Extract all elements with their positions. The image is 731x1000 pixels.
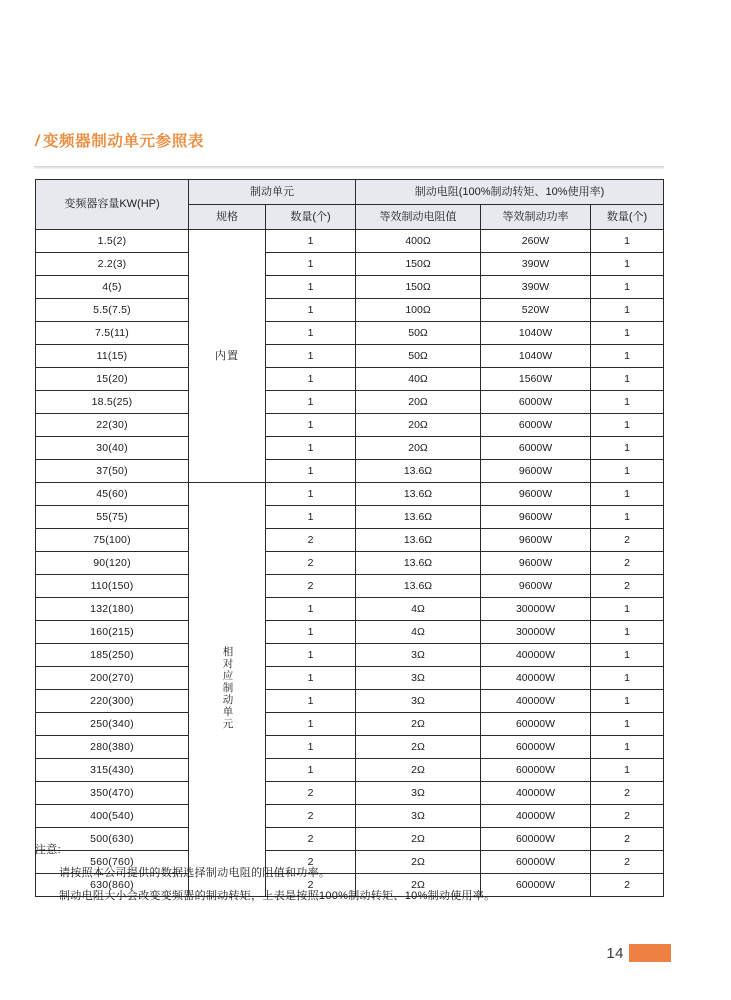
notes-line-2: 制动电阻大小会改变变频器的制动转矩，上表是按照100%制动转矩、10%制动使用率。 (59, 889, 496, 902)
header-qty-unit: 数量(个) (266, 205, 356, 230)
table-row (36, 782, 664, 805)
cell-capacity: 22(30) (36, 414, 189, 437)
spec-group-label: 相对应制动单元 (221, 645, 234, 730)
cell-capacity: 45(60) (36, 483, 189, 506)
table-row (36, 437, 664, 460)
header-resistance: 等效制动电阻值 (356, 205, 481, 230)
cell-power: 1040W (481, 322, 591, 345)
cell-qty-unit: 2 (266, 851, 356, 874)
cell-qty-res: 1 (591, 667, 664, 690)
header-group-brake-resistor: 制动电阻(100%制动转矩、10%使用率) (356, 180, 664, 205)
cell-power: 9600W (481, 460, 591, 483)
cell-resistance: 2Ω (356, 713, 481, 736)
cell-capacity: 315(430) (36, 759, 189, 782)
cell-qty-unit: 2 (266, 805, 356, 828)
cell-resistance: 13.6Ω (356, 506, 481, 529)
cell-qty-res: 2 (591, 851, 664, 874)
cell-power: 6000W (481, 437, 591, 460)
cell-resistance: 2Ω (356, 759, 481, 782)
page-number: 14 (606, 944, 624, 962)
cell-qty-res: 1 (591, 322, 664, 345)
cell-qty-unit: 1 (266, 598, 356, 621)
table-row (36, 690, 664, 713)
cell-qty-unit: 1 (266, 414, 356, 437)
cell-resistance: 2Ω (356, 828, 481, 851)
cell-resistance: 3Ω (356, 782, 481, 805)
cell-qty-res: 1 (591, 414, 664, 437)
cell-qty-unit: 1 (266, 276, 356, 299)
cell-qty-unit: 2 (266, 828, 356, 851)
cell-capacity: 11(15) (36, 345, 189, 368)
header-qty-resistor: 数量(个) (591, 205, 664, 230)
cell-capacity: 4(5) (36, 276, 189, 299)
cell-power: 60000W (481, 828, 591, 851)
cell-qty-res: 1 (591, 368, 664, 391)
cell-qty-res: 1 (591, 345, 664, 368)
cell-capacity: 630(860) (36, 874, 189, 897)
table-row (36, 299, 664, 322)
table-body (36, 230, 664, 897)
cell-qty-res: 2 (591, 552, 664, 575)
table-row (36, 552, 664, 575)
notes-heading: 注意: (35, 844, 61, 856)
cell-capacity: 1.5(2) (36, 230, 189, 253)
page-title (35, 129, 204, 151)
cell-qty-unit: 2 (266, 874, 356, 897)
cell-qty-unit: 1 (266, 621, 356, 644)
table-row (36, 506, 664, 529)
cell-qty-unit: 1 (266, 483, 356, 506)
table-row (36, 230, 664, 253)
cell-resistance: 13.6Ω (356, 575, 481, 598)
cell-qty-unit: 1 (266, 299, 356, 322)
cell-qty-res: 1 (591, 713, 664, 736)
table-row (36, 483, 664, 506)
cell-qty-unit: 1 (266, 437, 356, 460)
cell-qty-res: 2 (591, 828, 664, 851)
cell-resistance: 50Ω (356, 322, 481, 345)
cell-qty-unit: 1 (266, 460, 356, 483)
cell-power: 60000W (481, 851, 591, 874)
cell-power: 260W (481, 230, 591, 253)
spec-group-label: 内置 (215, 349, 239, 362)
cell-qty-res: 1 (591, 644, 664, 667)
table-row (36, 621, 664, 644)
cell-capacity: 132(180) (36, 598, 189, 621)
cell-qty-unit: 1 (266, 713, 356, 736)
cell-resistance: 13.6Ω (356, 529, 481, 552)
cell-power: 390W (481, 276, 591, 299)
cell-power: 30000W (481, 598, 591, 621)
cell-power: 40000W (481, 690, 591, 713)
cell-resistance: 40Ω (356, 368, 481, 391)
cell-qty-res: 1 (591, 391, 664, 414)
cell-power: 30000W (481, 621, 591, 644)
table-row (36, 575, 664, 598)
table-row (36, 713, 664, 736)
cell-qty-res: 1 (591, 736, 664, 759)
cell-capacity: 110(150) (36, 575, 189, 598)
cell-capacity: 90(120) (36, 552, 189, 575)
cell-power: 40000W (481, 667, 591, 690)
cell-resistance: 13.6Ω (356, 483, 481, 506)
cell-resistance: 2Ω (356, 736, 481, 759)
cell-resistance: 2Ω (356, 874, 481, 897)
cell-resistance: 150Ω (356, 253, 481, 276)
table-row (36, 345, 664, 368)
cell-capacity: 200(270) (36, 667, 189, 690)
cell-resistance: 100Ω (356, 299, 481, 322)
cell-power: 1040W (481, 345, 591, 368)
cell-qty-res: 2 (591, 874, 664, 897)
cell-power: 520W (481, 299, 591, 322)
cell-capacity: 185(250) (36, 644, 189, 667)
cell-capacity: 15(20) (36, 368, 189, 391)
cell-qty-unit: 2 (266, 529, 356, 552)
table-header (36, 180, 664, 230)
cell-capacity: 280(380) (36, 736, 189, 759)
spec-table-container (35, 179, 663, 897)
cell-resistance: 20Ω (356, 391, 481, 414)
cell-capacity: 18.5(25) (36, 391, 189, 414)
cell-capacity: 2.2(3) (36, 253, 189, 276)
cell-capacity: 560(760) (36, 851, 189, 874)
cell-power: 390W (481, 253, 591, 276)
cell-capacity: 160(215) (36, 621, 189, 644)
cell-power: 9600W (481, 529, 591, 552)
cell-qty-unit: 1 (266, 690, 356, 713)
title-slash-mark: / (35, 133, 40, 150)
header-power: 等效制动功率 (481, 205, 591, 230)
table-row (36, 391, 664, 414)
table-row (36, 276, 664, 299)
cell-qty-res: 1 (591, 437, 664, 460)
cell-power: 9600W (481, 506, 591, 529)
cell-power: 40000W (481, 782, 591, 805)
cell-resistance: 4Ω (356, 621, 481, 644)
page-footer (606, 944, 671, 962)
brake-unit-reference-table (35, 179, 664, 897)
table-row (36, 736, 664, 759)
cell-resistance: 3Ω (356, 805, 481, 828)
table-row (36, 529, 664, 552)
cell-qty-unit: 1 (266, 368, 356, 391)
cell-qty-res: 1 (591, 253, 664, 276)
cell-qty-unit: 1 (266, 322, 356, 345)
cell-qty-unit: 1 (266, 667, 356, 690)
cell-capacity: 250(340) (36, 713, 189, 736)
cell-qty-res: 1 (591, 598, 664, 621)
table-row (36, 414, 664, 437)
header-spec: 规格 (189, 205, 266, 230)
cell-qty-res: 1 (591, 460, 664, 483)
cell-power: 9600W (481, 552, 591, 575)
cell-power: 6000W (481, 391, 591, 414)
cell-capacity: 55(75) (36, 506, 189, 529)
cell-resistance: 20Ω (356, 437, 481, 460)
table-row (36, 253, 664, 276)
cell-power: 40000W (481, 805, 591, 828)
cell-capacity: 350(470) (36, 782, 189, 805)
cell-qty-unit: 1 (266, 253, 356, 276)
cell-power: 9600W (481, 575, 591, 598)
cell-resistance: 2Ω (356, 851, 481, 874)
table-row (36, 460, 664, 483)
cell-qty-unit: 1 (266, 230, 356, 253)
cell-capacity: 500(630) (36, 828, 189, 851)
cell-qty-unit: 1 (266, 759, 356, 782)
cell-qty-res: 1 (591, 276, 664, 299)
table-row (36, 667, 664, 690)
table-row (36, 598, 664, 621)
cell-power: 6000W (481, 414, 591, 437)
header-capacity: 变频器容量KW(HP) (36, 180, 189, 230)
cell-qty-res: 2 (591, 782, 664, 805)
cell-qty-unit: 2 (266, 552, 356, 575)
cell-spec-group-0 (189, 230, 266, 483)
cell-qty-res: 1 (591, 506, 664, 529)
cell-power: 60000W (481, 736, 591, 759)
table-row (36, 759, 664, 782)
page-title-text: 变频器制动单元参照表 (42, 133, 204, 150)
cell-capacity: 220(300) (36, 690, 189, 713)
table-row (36, 805, 664, 828)
cell-qty-unit: 1 (266, 345, 356, 368)
cell-resistance: 50Ω (356, 345, 481, 368)
cell-qty-unit: 2 (266, 575, 356, 598)
cell-qty-unit: 2 (266, 782, 356, 805)
notes-block (35, 840, 675, 909)
cell-power: 60000W (481, 759, 591, 782)
cell-resistance: 400Ω (356, 230, 481, 253)
cell-spec-group-1 (189, 483, 266, 897)
table-header-row-group (36, 180, 664, 205)
cell-power: 60000W (481, 713, 591, 736)
cell-capacity: 400(540) (36, 805, 189, 828)
cell-power: 1560W (481, 368, 591, 391)
table-row (36, 322, 664, 345)
cell-power: 40000W (481, 644, 591, 667)
cell-capacity: 75(100) (36, 529, 189, 552)
cell-qty-unit: 1 (266, 736, 356, 759)
cell-resistance: 4Ω (356, 598, 481, 621)
cell-capacity: 37(50) (36, 460, 189, 483)
cell-resistance: 3Ω (356, 690, 481, 713)
header-group-brake-unit: 制动单元 (189, 180, 356, 205)
table-row (36, 644, 664, 667)
title-divider (34, 166, 664, 169)
table-row (36, 368, 664, 391)
cell-qty-unit: 1 (266, 644, 356, 667)
cell-qty-res: 2 (591, 575, 664, 598)
cell-qty-unit: 1 (266, 391, 356, 414)
cell-qty-res: 1 (591, 230, 664, 253)
cell-capacity: 7.5(11) (36, 322, 189, 345)
cell-qty-res: 1 (591, 483, 664, 506)
cell-power: 60000W (481, 874, 591, 897)
cell-qty-res: 1 (591, 759, 664, 782)
cell-qty-res: 2 (591, 529, 664, 552)
cell-resistance: 3Ω (356, 667, 481, 690)
cell-qty-res: 1 (591, 690, 664, 713)
notes-line-1: 请按照本公司提供的数据选择制动电阻的阻值和功率。 (59, 866, 331, 879)
cell-qty-unit: 1 (266, 506, 356, 529)
cell-resistance: 20Ω (356, 414, 481, 437)
footer-accent-bar (629, 944, 671, 962)
cell-power: 9600W (481, 483, 591, 506)
cell-qty-res: 2 (591, 805, 664, 828)
cell-resistance: 3Ω (356, 644, 481, 667)
cell-capacity: 30(40) (36, 437, 189, 460)
cell-capacity: 5.5(7.5) (36, 299, 189, 322)
cell-resistance: 150Ω (356, 276, 481, 299)
cell-qty-res: 1 (591, 299, 664, 322)
cell-resistance: 13.6Ω (356, 552, 481, 575)
cell-resistance: 13.6Ω (356, 460, 481, 483)
cell-qty-res: 1 (591, 621, 664, 644)
